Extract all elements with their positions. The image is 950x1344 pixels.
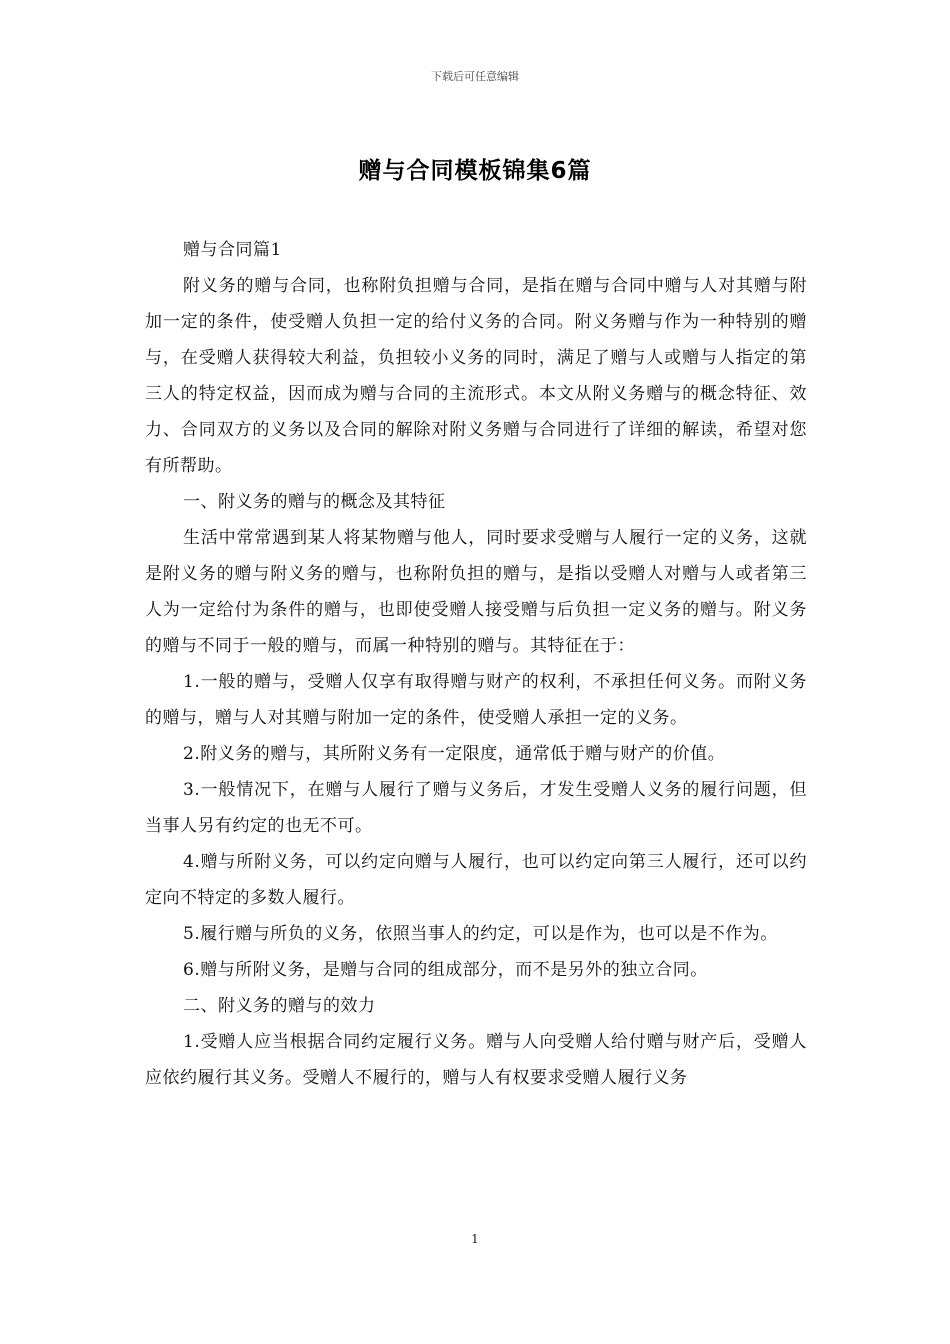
document-title: 赠与合同模板锦集6篇 <box>358 158 592 184</box>
header-note: 下载后可任意编辑 <box>431 70 519 83</box>
list-item-4: 4.赠与所附义务，可以约定向赠与人履行，也可以约定向第三人履行，还可以约定向不特定的多数人履行。 <box>145 852 807 908</box>
list-item-6: 6.赠与所附义务，是赠与合同的组成部分，而不是另外的独立合同。 <box>183 960 708 980</box>
page-number: 1 <box>471 1232 479 1246</box>
list-item-3: 3.一般情况下，在赠与人履行了赠与义务后，才发生受赠人义务的履行问题，但当事人另有约定的也无不可。 <box>145 780 807 836</box>
document-body <box>145 232 807 1096</box>
paragraph-intro: 附义务的赠与合同，也称附负担赠与合同，是指在赠与合同中赠与人对其赠与附加一定的条件，使受赠人负担一定的给付义务的合同。附义务赠与作为一种特别的赠与，在受赠人获得较大利益，负担较小义务的同时，满足了赠与人或赠与人指定的第三人的特定权益，因而成为赠与合同的主流形式。本文从附义务赠与的概念特征、效力、合同双方的义务以及合同的解除对附义务赠与合同进行了详细的解读，希望对您有所帮助。 <box>145 276 807 476</box>
section-heading-effect: 二、附义务的赠与的效力 <box>183 996 376 1016</box>
section-heading-1: 赠与合同篇1 <box>183 240 282 260</box>
list-item-1: 1.一般的赠与，受赠人仅享有取得赠与财产的权利，不承担任何义务。而附义务的赠与，赠与人对其赠与附加一定的条件，使受赠人承担一定的义务。 <box>145 672 807 728</box>
section-heading-concept: 一、附义务的赠与的概念及其特征 <box>183 492 446 512</box>
paragraph-concept: 生活中常常遇到某人将某物赠与他人，同时要求受赠与人履行一定的义务，这就是附义务的赠与附义务的赠与，也称附负担的赠与，是指以受赠人对赠与人或者第三人为一定给付为条件的赠与，也即使受赠人接受赠与后负担一定义务的赠与。附义务的赠与不同于一般的赠与，而属一种特别的赠与。其特征在于： <box>145 528 807 656</box>
list-item-5: 5.履行赠与所负的义务，依照当事人的约定，可以是作为，也可以是不作为。 <box>183 924 778 944</box>
paragraph-effect-1: 1.受赠人应当根据合同约定履行义务。赠与人向受赠人给付赠与财产后，受赠人应依约履行其义务。受赠人不履行的，赠与人有权要求受赠人履行义务 <box>145 1032 807 1088</box>
list-item-2: 2.附义务的赠与，其所附义务有一定限度，通常低于赠与财产的价值。 <box>183 744 726 764</box>
